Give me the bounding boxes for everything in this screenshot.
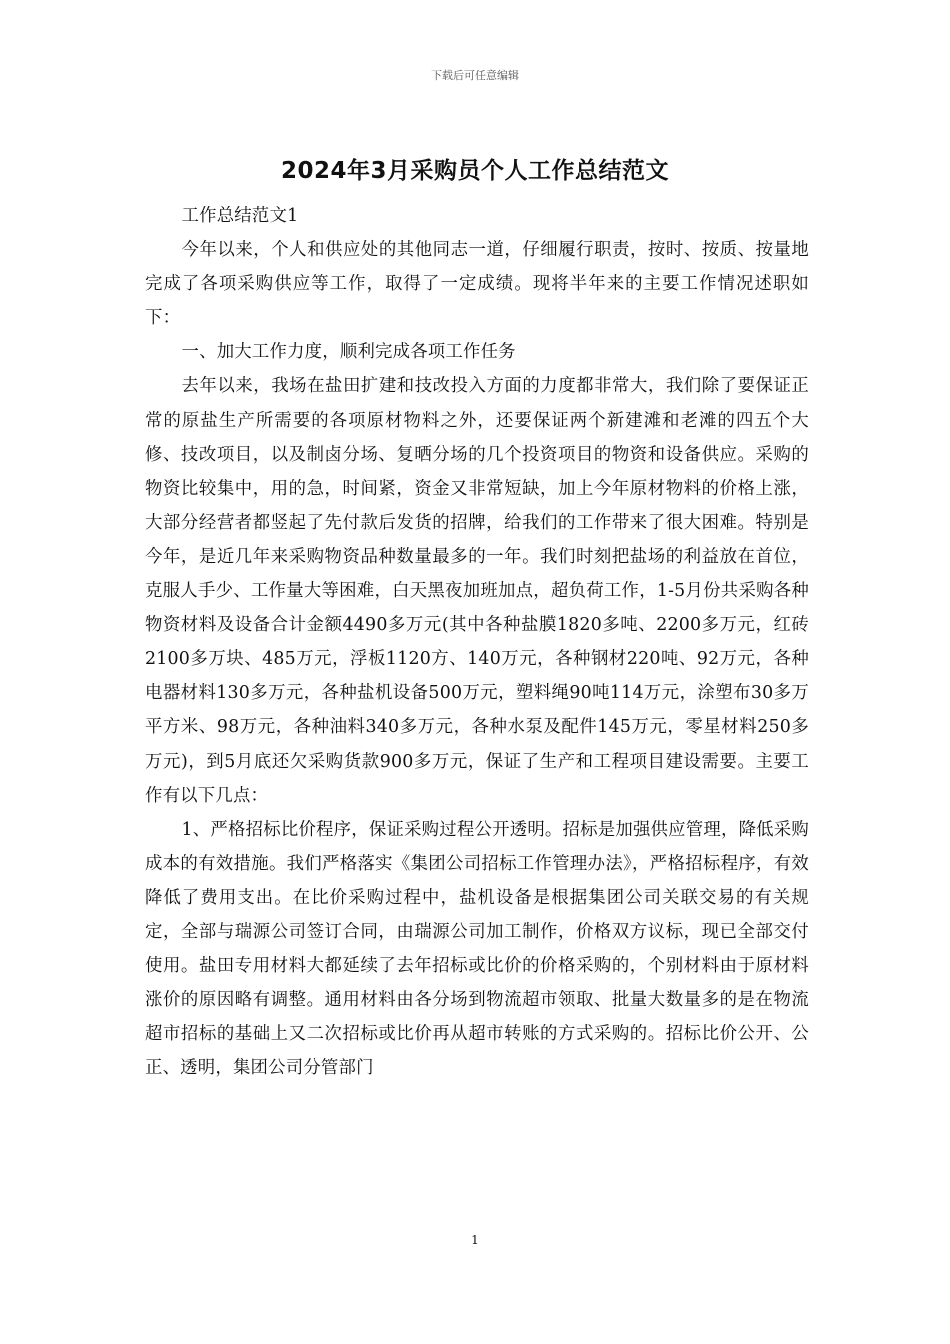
document-title: 2024年3月采购员个人工作总结范文: [280, 158, 670, 184]
document-body: [145, 199, 809, 1085]
paragraph: 今年以来，个人和供应处的其他同志一道，仔细履行职责，按时、按质、按量地完成了各项采购供应等工作，取得了一定成绩。现将半年来的主要工作情况述职如下：: [145, 240, 809, 329]
section-heading: 工作总结范文1: [181, 206, 299, 226]
section-heading: 一、加大工作力度，顺利完成各项工作任务: [181, 342, 516, 363]
page-number: 1: [471, 1233, 479, 1247]
header-note: 下载后可任意编辑: [431, 69, 519, 82]
paragraph: 去年以来，我场在盐田扩建和技改投入方面的力度都非常大，我们除了要保证正常的原盐生产所需要的各项原材物料之外，还要保证两个新建滩和老滩的四五个大修、技改项目，以及制卤分场、复晒分场的几个投资项目的物资和设备供应。采购的物资比较集中，用的急，时间紧，资金又非常短缺，加上今年原材物料的价格上涨，大部分经营者都竖起了先付款后发货的招牌，给我们的工作带来了很大困难。特别是今年，是近几年来采购物资品种数量最多的一年。我们时刻把盐场的利益放在首位，克服人手少、工作量大等困难，白天黑夜加班加点，超负荷工作，1-5月份共采购各种物资材料及设备合计金额4490多万元(其中各种盐膜1820多吨、2200多万元，红砖2100多万块、485万元，浮板1120方、140万元，各种钢材220吨、92万元，各种电器材料130多万元，各种盐机设备500万元，塑料绳90吨114万元，涂塑布30多万平方米、98万元，各种油料340多万元，各种水泵及配件145万元，零星材料250多万元)，到5月底还欠采购货款900多万元，保证了生产和工程项目建设需要。主要工作有以下几点：: [145, 376, 809, 806]
paragraph: 1、严格招标比价程序，保证采购过程公开透明。招标是加强供应管理，降低采购成本的有效措施。我们严格落实《集团公司招标工作管理办法》，严格招标程序，有效降低了费用支出。在比价采购过程中，盐机设备是根据集团公司关联交易的有关规定，全部与瑞源公司签订合同，由瑞源公司加工制作，价格双方议标，现已全部交付使用。盐田专用材料大都延续了去年招标或比价的价格采购的，个别材料由于原材料涨价的原因略有调整。通用材料由各分场到物流超市领取、批量大数量多的是在物流超市招标的基础上又二次招标或比价再从超市转账的方式采购的。招标比价公开、公正、透明，集团公司分管部门: [145, 819, 809, 1079]
